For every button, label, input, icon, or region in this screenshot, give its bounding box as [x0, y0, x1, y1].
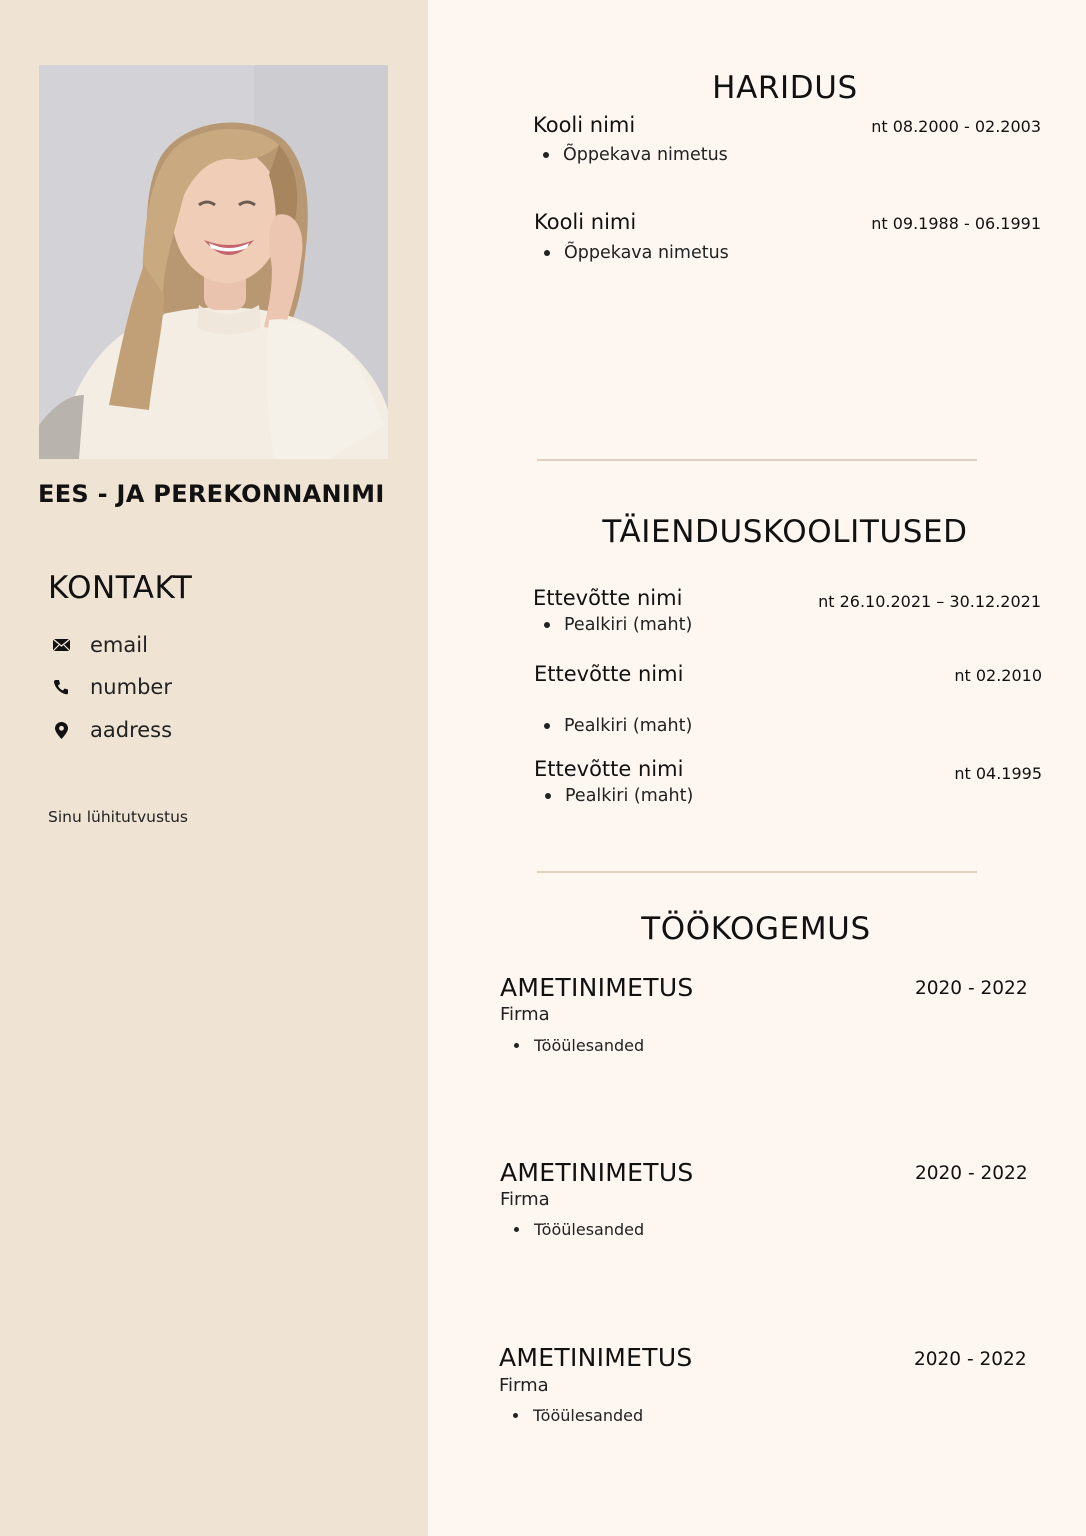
course-title: Pealkiri (maht)	[565, 786, 694, 806]
bullet-dot	[544, 250, 550, 256]
job-title: AMETINIMETUS	[500, 973, 694, 1002]
job-title: AMETINIMETUS	[500, 1158, 694, 1187]
sidebar	[0, 0, 428, 1536]
school-name: Kooli nimi	[533, 113, 636, 137]
job-title: AMETINIMETUS	[499, 1343, 693, 1372]
course-bullet	[544, 615, 692, 635]
training-dates: nt 26.10.2021 – 30.12.2021	[818, 592, 1041, 611]
school-name: Kooli nimi	[534, 210, 637, 234]
course-title: Pealkiri (maht)	[564, 716, 693, 736]
portrait-illustration	[39, 65, 388, 459]
company-name: Ettevõtte nimi	[534, 662, 684, 686]
job-company: Firma	[500, 1004, 550, 1025]
envelope-icon	[52, 636, 70, 654]
section-divider	[537, 459, 977, 461]
company-name: Ettevõtte nimi	[533, 586, 683, 610]
job-duties: Tööülesanded	[534, 1220, 645, 1239]
full-name: EES - JA PEREKONNANIMI	[38, 480, 385, 508]
contact-address-label: aadress	[90, 718, 173, 742]
experience-heading: TÖÖKOGEMUS	[641, 911, 871, 947]
contact-email-label: email	[90, 633, 148, 657]
contact-phone[interactable]	[52, 672, 172, 702]
program-name: Õppekava nimetus	[563, 145, 728, 165]
job-dates: 2020 - 2022	[914, 1349, 1027, 1370]
job-company: Firma	[499, 1375, 549, 1396]
contact-address[interactable]	[52, 715, 172, 745]
profile-photo	[39, 65, 388, 459]
job-duties: Tööülesanded	[533, 1406, 644, 1425]
bullet-dot	[543, 152, 549, 158]
training-dates: nt 02.2010	[954, 666, 1042, 685]
bullet-dot	[514, 1043, 519, 1048]
bullet-dot	[513, 1413, 518, 1418]
contact-heading: KONTAKT	[48, 570, 193, 606]
trainings-heading: TÄIENDUSKOOLITUSED	[602, 514, 968, 550]
company-name: Ettevõtte nimi	[534, 757, 684, 781]
program-bullet	[543, 145, 728, 165]
course-bullet	[545, 786, 693, 806]
bullet-dot	[544, 723, 550, 729]
job-dates: 2020 - 2022	[915, 978, 1028, 999]
bullet-dot	[514, 1227, 519, 1232]
bullet-dot	[544, 622, 550, 628]
program-bullet	[544, 243, 729, 263]
job-company: Firma	[500, 1189, 550, 1210]
education-dates: nt 09.1988 - 06.1991	[871, 214, 1041, 233]
bullet-dot	[545, 793, 551, 799]
job-duties: Tööülesanded	[534, 1036, 645, 1055]
phone-icon	[52, 678, 70, 696]
education-dates: nt 08.2000 - 02.2003	[871, 117, 1041, 136]
course-bullet	[544, 716, 692, 736]
training-dates: nt 04.1995	[954, 764, 1042, 783]
contact-phone-label: number	[90, 675, 172, 699]
job-dates: 2020 - 2022	[915, 1163, 1028, 1184]
program-name: Õppekava nimetus	[564, 243, 729, 263]
education-heading: HARIDUS	[712, 70, 858, 106]
map-pin-icon	[52, 721, 70, 739]
course-title: Pealkiri (maht)	[564, 615, 693, 635]
duties-bullet	[513, 1406, 643, 1425]
contact-email[interactable]	[52, 630, 148, 660]
duties-bullet	[514, 1220, 644, 1239]
section-divider	[537, 871, 977, 873]
summary-text: Sinu lühitutvustus	[48, 808, 189, 826]
duties-bullet	[514, 1036, 644, 1055]
